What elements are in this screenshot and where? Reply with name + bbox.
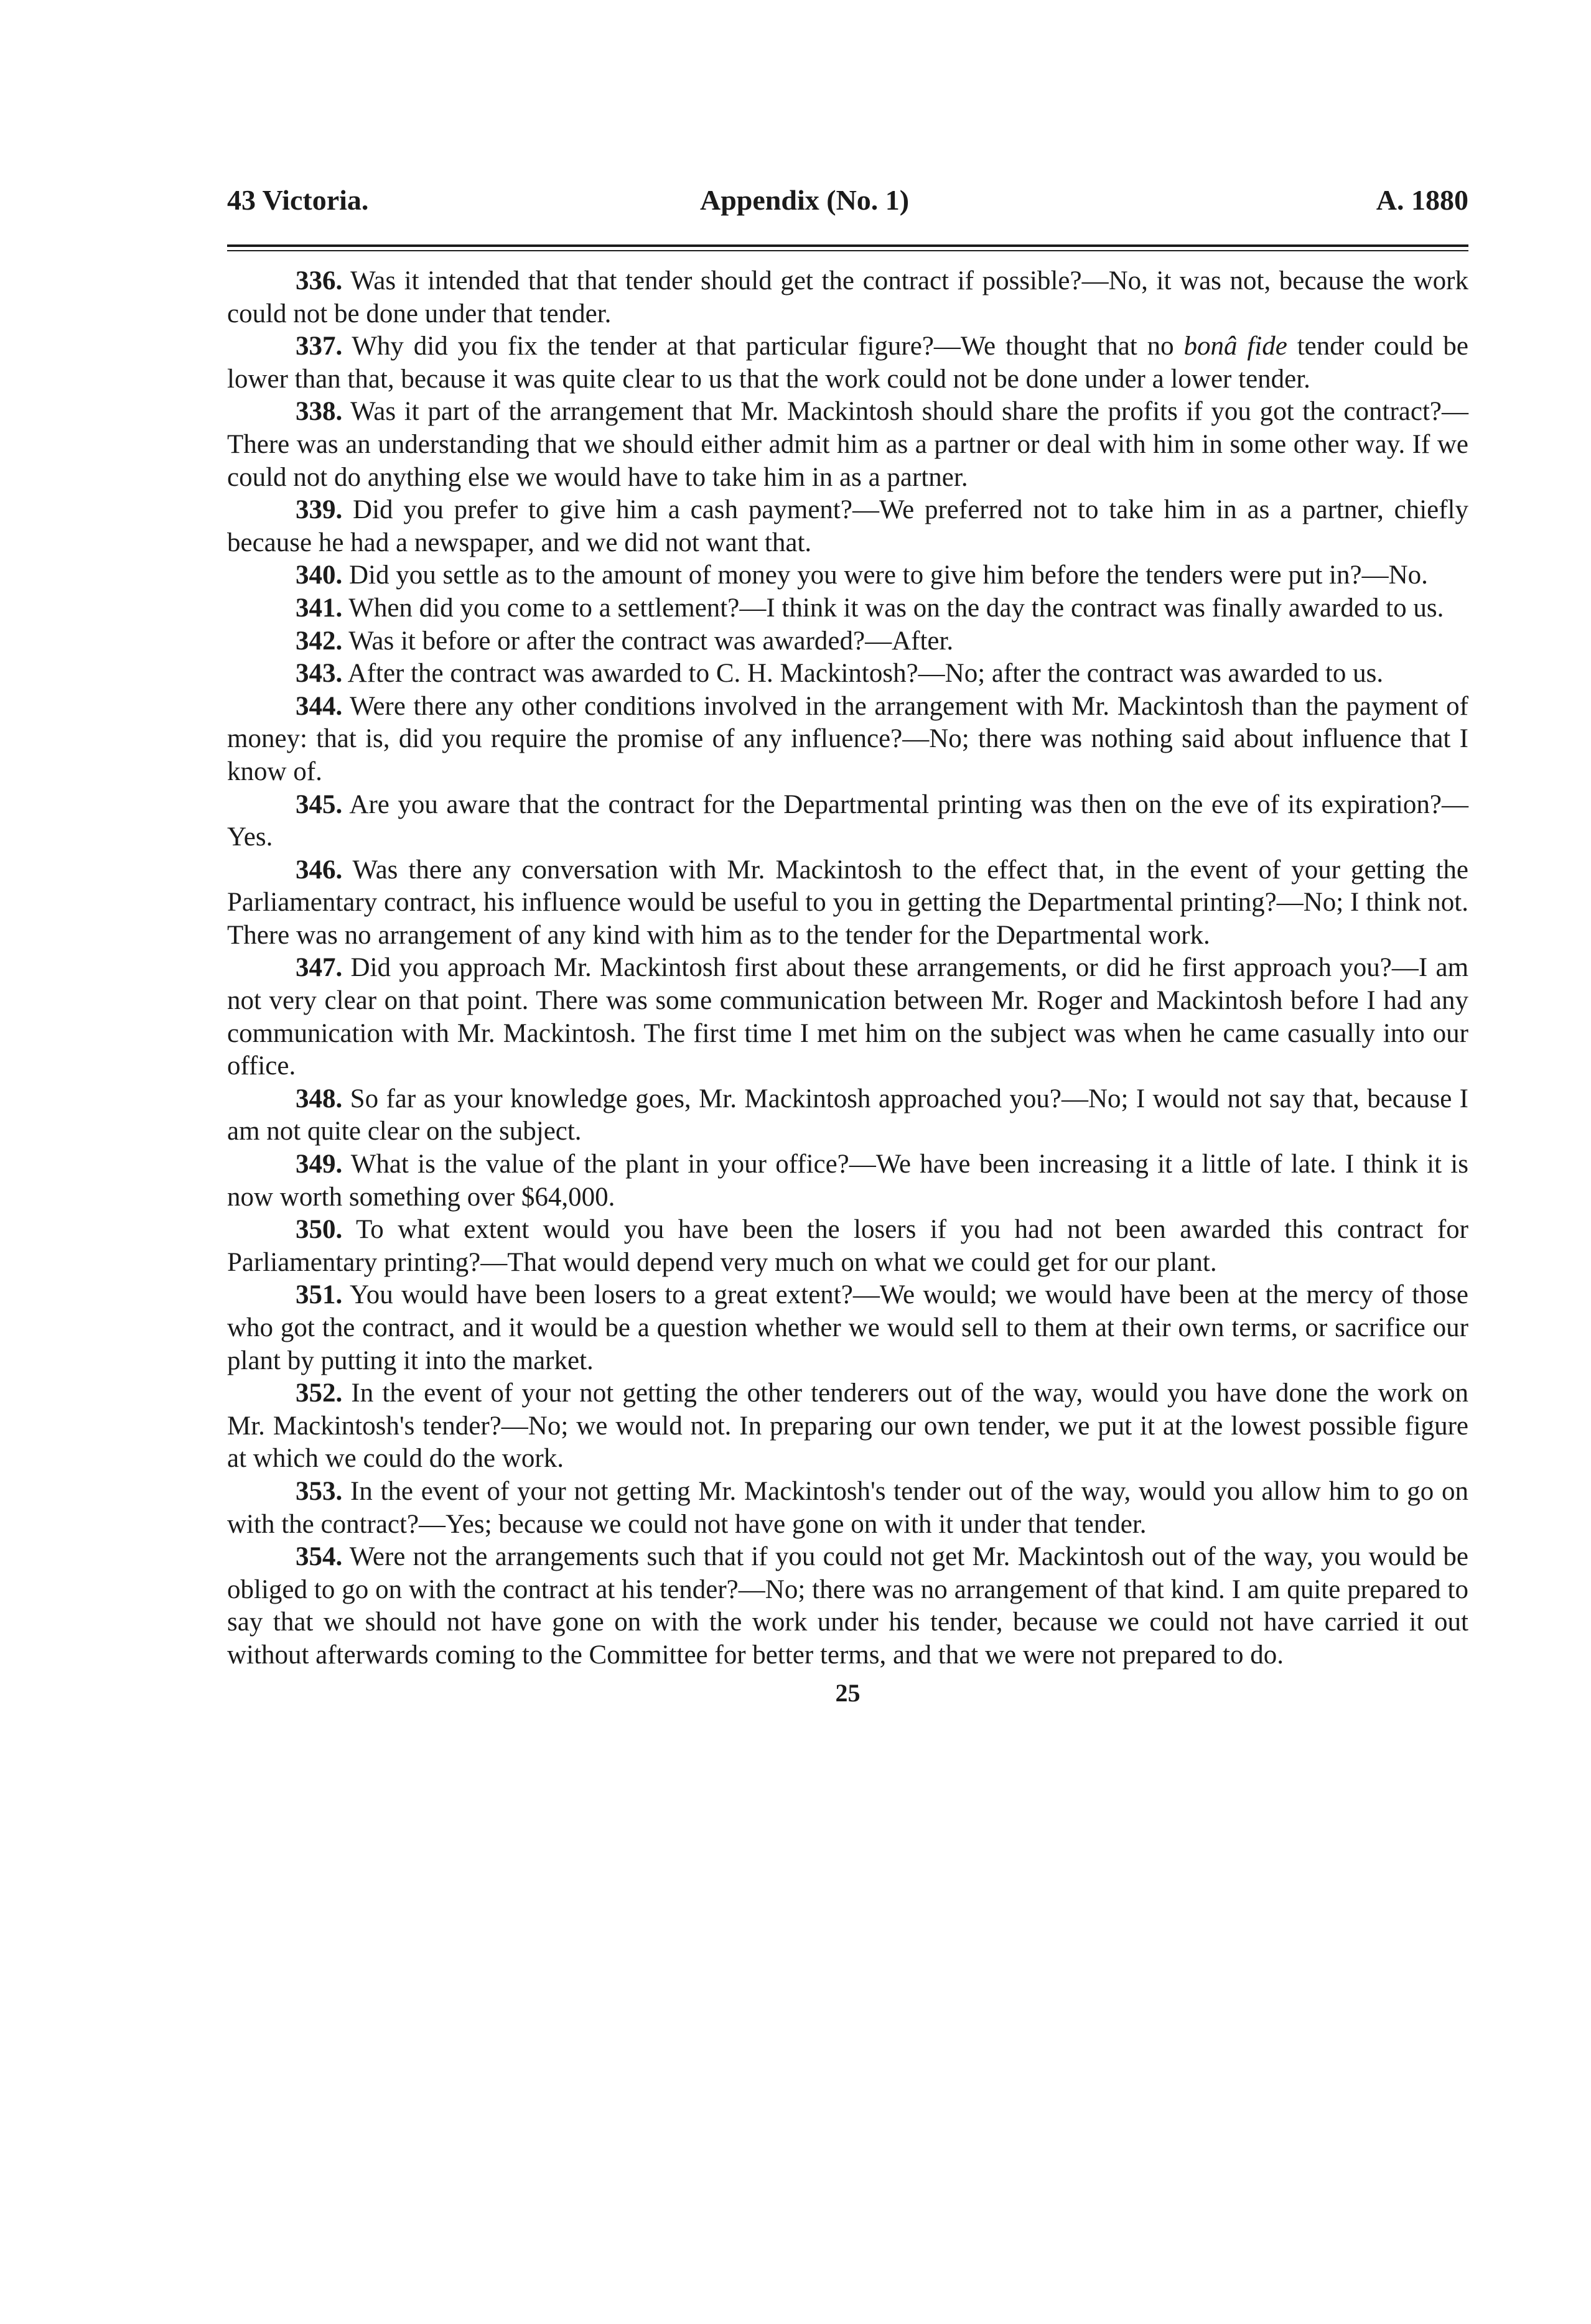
running-header xyxy=(227,184,1468,227)
qa-entry-351: 351. You would have been losers to a great extent?—We would; we would have been at the mercy of those who got the contract, and it would be a question whether we would sell to them at their own terms, or sacrifice our plant by putting it into the market. xyxy=(227,1280,1468,1375)
header-right: A. 1880 xyxy=(1376,184,1468,216)
document-page xyxy=(227,184,1468,1708)
qa-entry-343: 343. After the contract was awarded to C. H. Mackintosh?—No; after the contract was awarded to us. xyxy=(296,659,1384,689)
qa-entry-349: 349. What is the value of the plant in your office?—We have been increasing it a little of late. I think it is now worth something over $64,000. xyxy=(227,1150,1468,1212)
header-center: Appendix (No. 1) xyxy=(700,184,910,216)
header-left: 43 Victoria. xyxy=(227,184,369,216)
qa-entry-346: 346. Was there any conversation with Mr. Mackintosh to the effect that, in the event of your getting the Parliamentary contract, his influence would be useful to you in getting the Departmental printing?—No; I think not. There was no arrangement of any kind with him as to the tender for the Departmental work. xyxy=(227,855,1468,950)
qa-entry-352: 352. In the event of your not getting the other tenderers out of the way, would you have done the work on Mr. Mackintosh's tender?—No; we would not. In preparing our own tender, we put it at the lowest possible figure at which we could do the work. xyxy=(227,1378,1469,1474)
qa-entry-348: 348. So far as your knowledge goes, Mr. Mackintosh approached you?—No; I would not say that, because I am not quite clear on the subject. xyxy=(227,1084,1468,1146)
qa-entry-350: 350. To what extent would you have been the losers if you had not been awarded this contract for Parliamentary printing?—That would depend very much on what we could get for our plant. xyxy=(227,1215,1468,1277)
qa-entry-353: 353. In the event of your not getting Mr. Mackintosh's tender out of the way, would you allow him to go on with the contract?—Yes; because we could not have gone on with it under that tender. xyxy=(227,1476,1468,1539)
qa-entry-339: 339. Did you prefer to give him a cash payment?—We preferred not to take him in as a partner, chiefly because he had a newspaper, and we did not want that. xyxy=(227,495,1469,557)
qa-entry-354: 354. Were not the arrangements such that if you could not get Mr. Mackintosh out of the way, you would be obliged to go on with the contract at his tender?—No; there was no arrangement of that kind. I am quite prepared to say that we should not have gone on with the work under his tender, because we could not have carried it out without afterwards coming to the Committee for better terms, and that we were not prepared to do. xyxy=(227,1542,1468,1670)
qa-entry-342: 342. Was it before or after the contract was awarded?—After. xyxy=(296,626,954,656)
header-rule-thin xyxy=(227,250,1468,251)
body-text xyxy=(227,265,1468,1672)
qa-entry-341: 341. When did you come to a settlement?—I think it was on the day the contract was finally awarded to us. xyxy=(296,593,1444,623)
qa-entry-337: 337. Why did you fix the tender at that particular figure?—We thought that no bonâ fide tender could be lower than that, because it was quite clear to us that the work could not be done under a lower tender. xyxy=(227,332,1469,394)
qa-entry-340: 340. Did you settle as to the amount of money you were to give him before the tenders were put in?—No. xyxy=(296,560,1428,590)
page-number: 25 xyxy=(835,1678,861,1707)
header-rule-thick xyxy=(227,244,1468,247)
qa-entry-347: 347. Did you approach Mr. Mackintosh first about these arrangements, or did he first approach you?—I am not very clear on that point. There was some communication between Mr. Roger and Mackintosh before I had any communication with Mr. Mackintosh. The first time I met him on the subject was when he came casually into our office. xyxy=(227,953,1469,1081)
qa-entry-336: 336. Was it intended that that tender should get the contract if possible?—No, it was not, because the work could not be done under that tender. xyxy=(227,266,1469,328)
italic-phrase: bonâ fide xyxy=(1183,332,1287,361)
qa-entry-345: 345. Are you aware that the contract for the Departmental printing was then on the eve of its expiration?—Yes. xyxy=(227,789,1468,852)
qa-entry-344: 344. Were there any other conditions involved in the arrangement with Mr. Mackintosh than the payment of money: that is, did you require the promise of any influence?—No; there was nothing said about influence that I know of. xyxy=(227,691,1468,786)
qa-entry-338: 338. Was it part of the arrangement that Mr. Mackintosh should share the profits if you got the contract?—There was an understanding that we should either admit him as a partner or deal with him in some other way. If we could not do anything else we would have to take him in as a partner. xyxy=(227,397,1468,492)
